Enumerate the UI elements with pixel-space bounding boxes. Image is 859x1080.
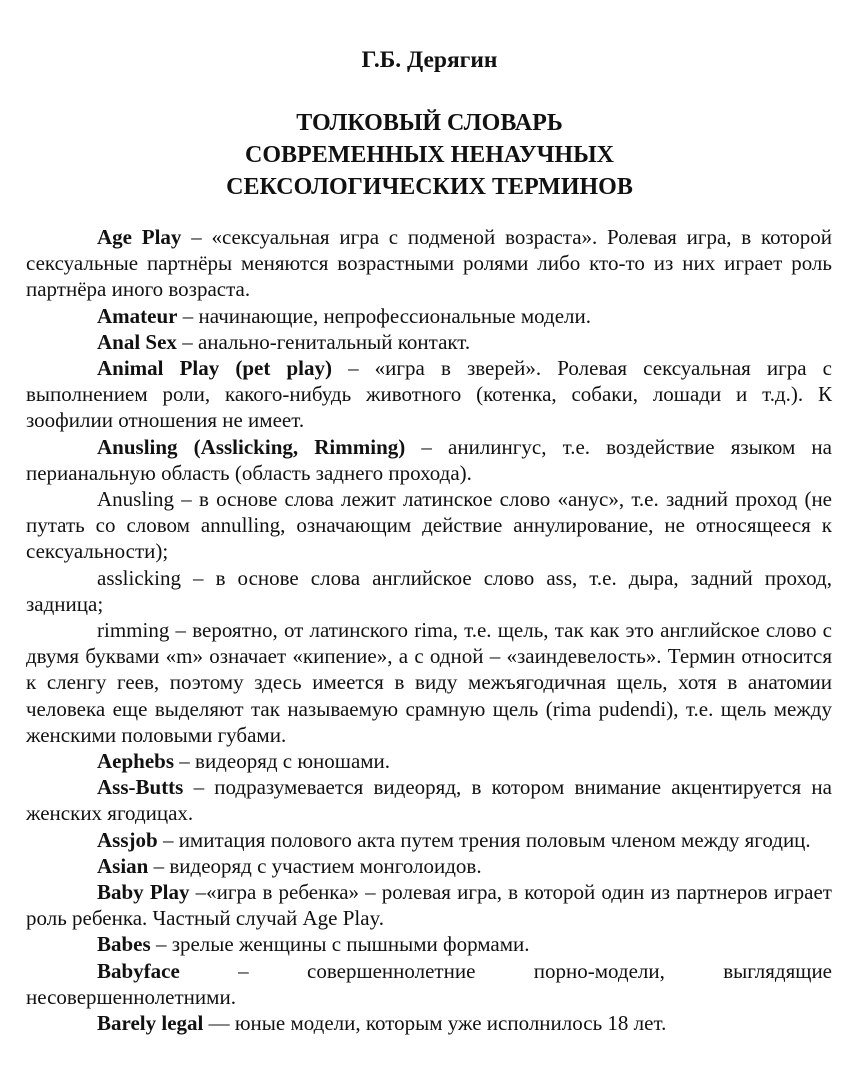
entry-term: Barely legal (97, 1011, 204, 1036)
document-title (0, 107, 859, 203)
entry-definition: – начинающие, непрофессиональные модели. (177, 303, 591, 328)
dictionary-entry (26, 303, 832, 329)
entry-definition: – «сексуальная игра с подменой возраста». Ролевая игра, в которой сексуальные партнёры меняются возрастными ролями либо кто-то из них играет роль партнёра иного возраста. (26, 225, 832, 302)
dictionary-entry (26, 774, 832, 826)
dictionary-entry (26, 931, 832, 957)
entry-definition: – видеоряд с юношами. (174, 749, 391, 774)
subentry-text: asslicking – в основе слова английское слово ass, т.е. дыра, задний проход, задница; (26, 565, 832, 616)
entry-definition: – «игра в зверей». Ролевая сексуальная игра с выполнением роли, какого-нибудь животного (котенка, собаки, лошади и т.д.). К зоофилии отношения не имеет. (26, 356, 832, 433)
dictionary-subentry (26, 617, 832, 748)
entry-term: Ass-Butts (97, 775, 184, 800)
subentry-text: Anusling – в основе слова лежит латинское слово «анус», т.е. задний проход (не путать со словом annulling, означающим действие аннулирование, не относящееся к сексуальности); (26, 487, 832, 564)
entry-definition: –«игра в ребенка» – ролевая игра, в которой один из партнеров играет роль ребенка. Частный случай Age Play. (26, 880, 832, 931)
dictionary-subentry (26, 565, 832, 617)
entry-term: Aephebs (97, 749, 175, 774)
entry-term: Amateur (97, 303, 178, 328)
entry-term: Animal Play (pet play) (97, 356, 332, 381)
entry-definition: – видеоряд с участием монголоидов. (148, 853, 482, 878)
entry-term: Babyface (97, 958, 180, 983)
author-name: Г.Б. Дерягин (361, 47, 498, 73)
entry-term: Baby Play (97, 880, 190, 905)
entry-term: Anusling (Asslicking, Rimming) (97, 434, 406, 459)
dictionary-subentry (26, 486, 832, 565)
title-line: ТОЛКОВЫЙ СЛОВАРЬ (296, 110, 563, 136)
entry-term: Asian (97, 853, 149, 878)
entry-definition: – зрелые женщины с пышными формами. (150, 932, 530, 957)
entry-term: Anal Sex (97, 329, 177, 354)
entry-definition: – анилингус, т.е. воздействие языком на перианальную область (область заднего прохода). (26, 434, 832, 485)
dictionary-entry (26, 434, 832, 486)
dictionary-entry (26, 329, 832, 355)
dictionary-entry (26, 1010, 832, 1036)
entry-definition: — юные модели, которым уже исполнилось 18 лет. (203, 1011, 667, 1036)
title-line: СОВРЕМЕННЫХ НЕНАУЧНЫХ (245, 142, 614, 168)
dictionary-entry (26, 748, 832, 774)
title-line: СЕКСОЛОГИЧЕСКИХ ТЕРМИНОВ (226, 174, 633, 200)
dictionary-entry (26, 853, 832, 879)
entry-definition: – подразумевается видеоряд, в котором внимание акцентируется на женских ягодицах. (26, 775, 832, 826)
entry-term: Assjob (97, 827, 158, 852)
dictionary-entry (26, 958, 832, 1010)
entry-term: Babes (97, 932, 151, 957)
entry-definition: – совершеннолетние порно-модели, выглядящие несовершеннолетними. (26, 958, 832, 1009)
entry-definition: – анально-генитальный контакт. (176, 329, 471, 354)
entry-term: Age Play (97, 225, 182, 249)
subentry-text: rimming – вероятно, от латинского rima, т.е. щель, так как это английское слово с двумя буквами «m» означает «кипение», а с одной – «заиндевелость». Термин относится к сленгу геев, поэтому здесь имеется в виду межъягодичная щель, хотя в анатомии человека еще выделяют так называемую срамную щель (rima pudendi), т.е. щель между женскими половыми губами. (26, 618, 832, 747)
dictionary-entries (26, 224, 832, 1036)
entry-definition: – имитация полового акта путем трения половым членом между ягодиц. (157, 827, 811, 852)
dictionary-entry (26, 879, 832, 931)
dictionary-entry (26, 827, 832, 853)
dictionary-entry (26, 355, 832, 434)
dictionary-entry (26, 224, 832, 303)
